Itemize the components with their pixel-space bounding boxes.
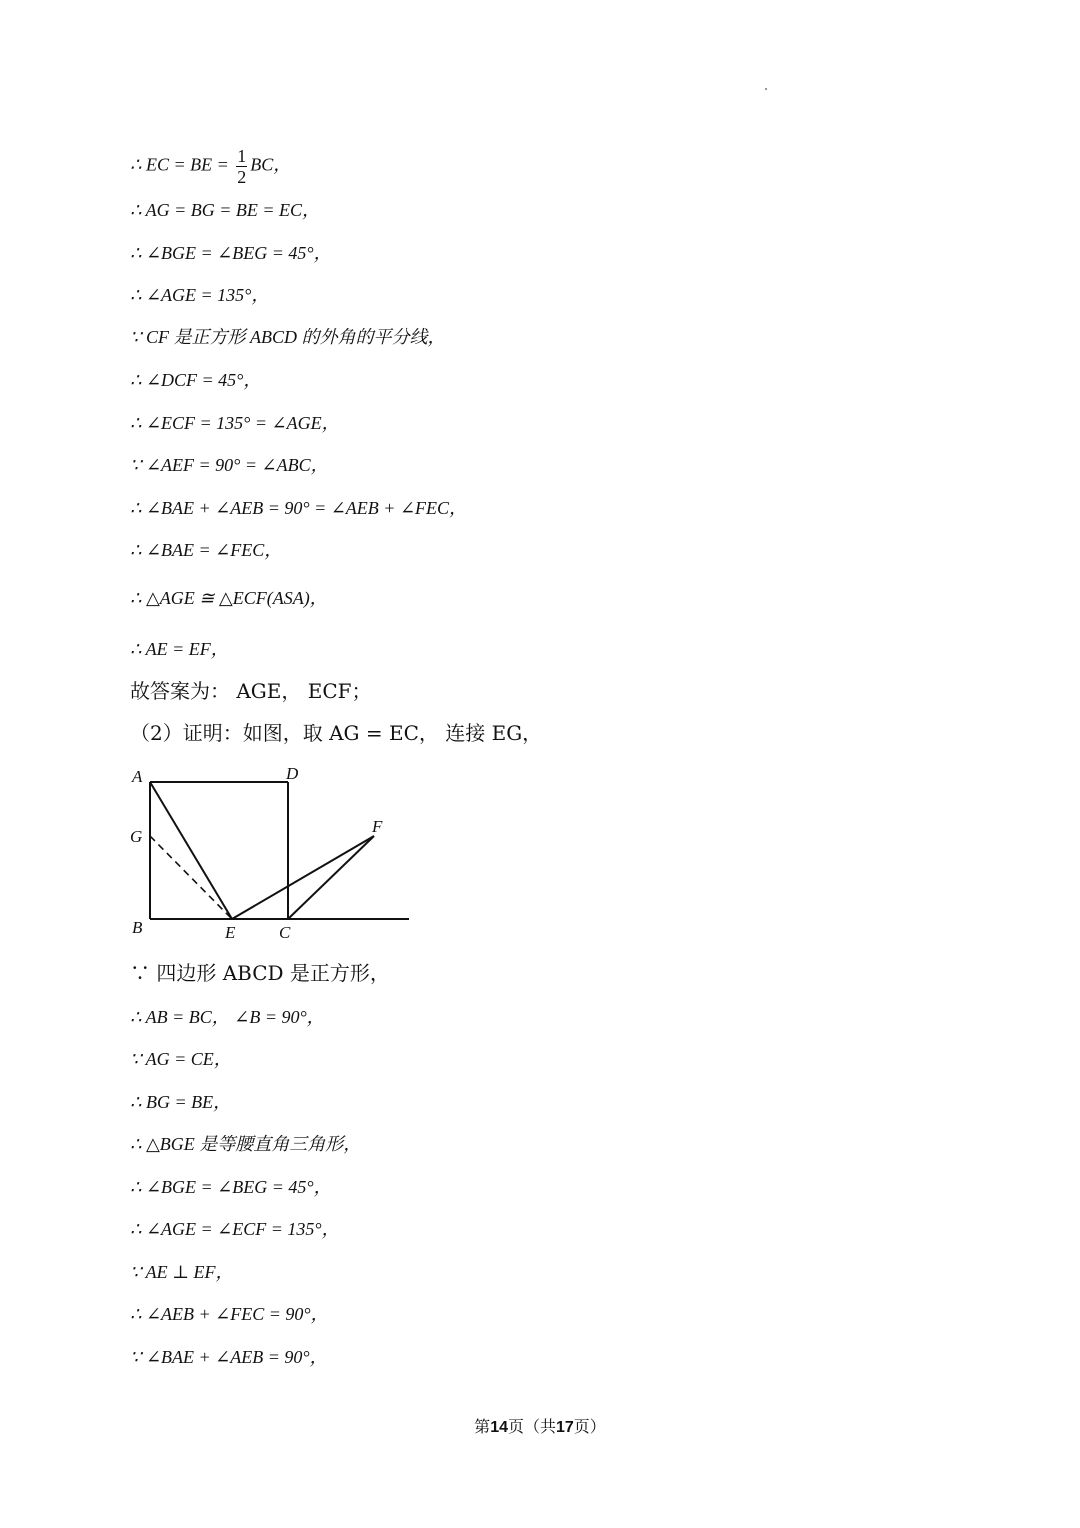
line-text: ∴ EC = BE =	[130, 154, 234, 175]
geometry-figure	[126, 762, 416, 947]
footer-total-pages: 17	[556, 1419, 574, 1436]
line-square-abcd: ∵ 四边形 ABCD 是正方形，	[130, 961, 390, 985]
fraction-half	[236, 146, 247, 187]
line-ae-perp-ef: ∵ AE ⊥ EF，	[130, 1262, 234, 1282]
page-footer	[0, 1414, 1080, 1437]
line-bae-aeb: ∴ ∠BAE + ∠AEB = 90° = ∠AEB + ∠FEC，	[130, 498, 468, 518]
label-d: D	[286, 764, 299, 783]
footer-middle: 页（共	[507, 1417, 556, 1436]
label-a: A	[132, 767, 143, 786]
line-age-ecf-135: ∴ ∠AGE = ∠ECF = 135°，	[130, 1219, 340, 1239]
line-ab-bc: ∴ AB = BC， ∠B = 90°，	[130, 1007, 325, 1027]
line-age-135: ∴ ∠AGE = 135°，	[130, 285, 270, 305]
line-bae-aeb-90: ∵ ∠BAE + ∠AEB = 90°，	[130, 1347, 328, 1367]
line-part2-proof: （2）证明：如图，取 AG = EC， 连接 EG，	[130, 721, 543, 745]
line-aef-abc: ∵ ∠AEF = 90° = ∠ABC，	[130, 455, 329, 475]
line-text: BC，	[250, 154, 292, 175]
line-dcf-45: ∴ ∠DCF = 45°，	[130, 370, 262, 390]
line-aeb-fec-90: ∴ ∠AEB + ∠FEC = 90°，	[130, 1304, 329, 1324]
stray-dot	[765, 88, 767, 90]
fraction-denominator: 2	[237, 167, 247, 187]
line-bg-be: ∴ BG = BE，	[130, 1092, 232, 1112]
line-ecf-age: ∴ ∠ECF = 135° = ∠AGE，	[130, 413, 340, 433]
footer-suffix: 页）	[573, 1417, 606, 1436]
line-bge-beg-45: ∴ ∠BGE = ∠BEG = 45°，	[130, 1177, 332, 1197]
line-bge-isosceles: ∴ △BGE 是等腰直角三角形，	[130, 1134, 362, 1154]
footer-page-number: 14	[490, 1419, 508, 1436]
line-bge-beg: ∴ ∠BGE = ∠BEG = 45°，	[130, 243, 332, 263]
line-ec-be	[130, 146, 291, 187]
line-ag-bg: ∴ AG = BG = BE = EC，	[130, 200, 321, 220]
line-ag-ce: ∵ AG = CE，	[130, 1049, 232, 1069]
fraction-numerator: 1	[237, 146, 247, 166]
label-g: G	[130, 827, 143, 846]
line-answer: 故答案为： AGE， ECF；	[130, 679, 372, 703]
label-f: F	[372, 817, 383, 836]
line-bae-fec: ∴ ∠BAE = ∠FEC，	[130, 540, 283, 560]
label-c: C	[279, 923, 291, 942]
footer-prefix: 第	[474, 1417, 491, 1436]
label-e: E	[225, 923, 236, 942]
line-ae-ef: ∴ AE = EF，	[130, 639, 229, 659]
line-congruent: ∴ △AGE ≅ △ECF(ASA)，	[130, 588, 328, 608]
label-b: B	[132, 918, 143, 937]
line-cf-bisector: ∵ CF 是正方形 ABCD 的外角的平分线，	[130, 327, 446, 347]
